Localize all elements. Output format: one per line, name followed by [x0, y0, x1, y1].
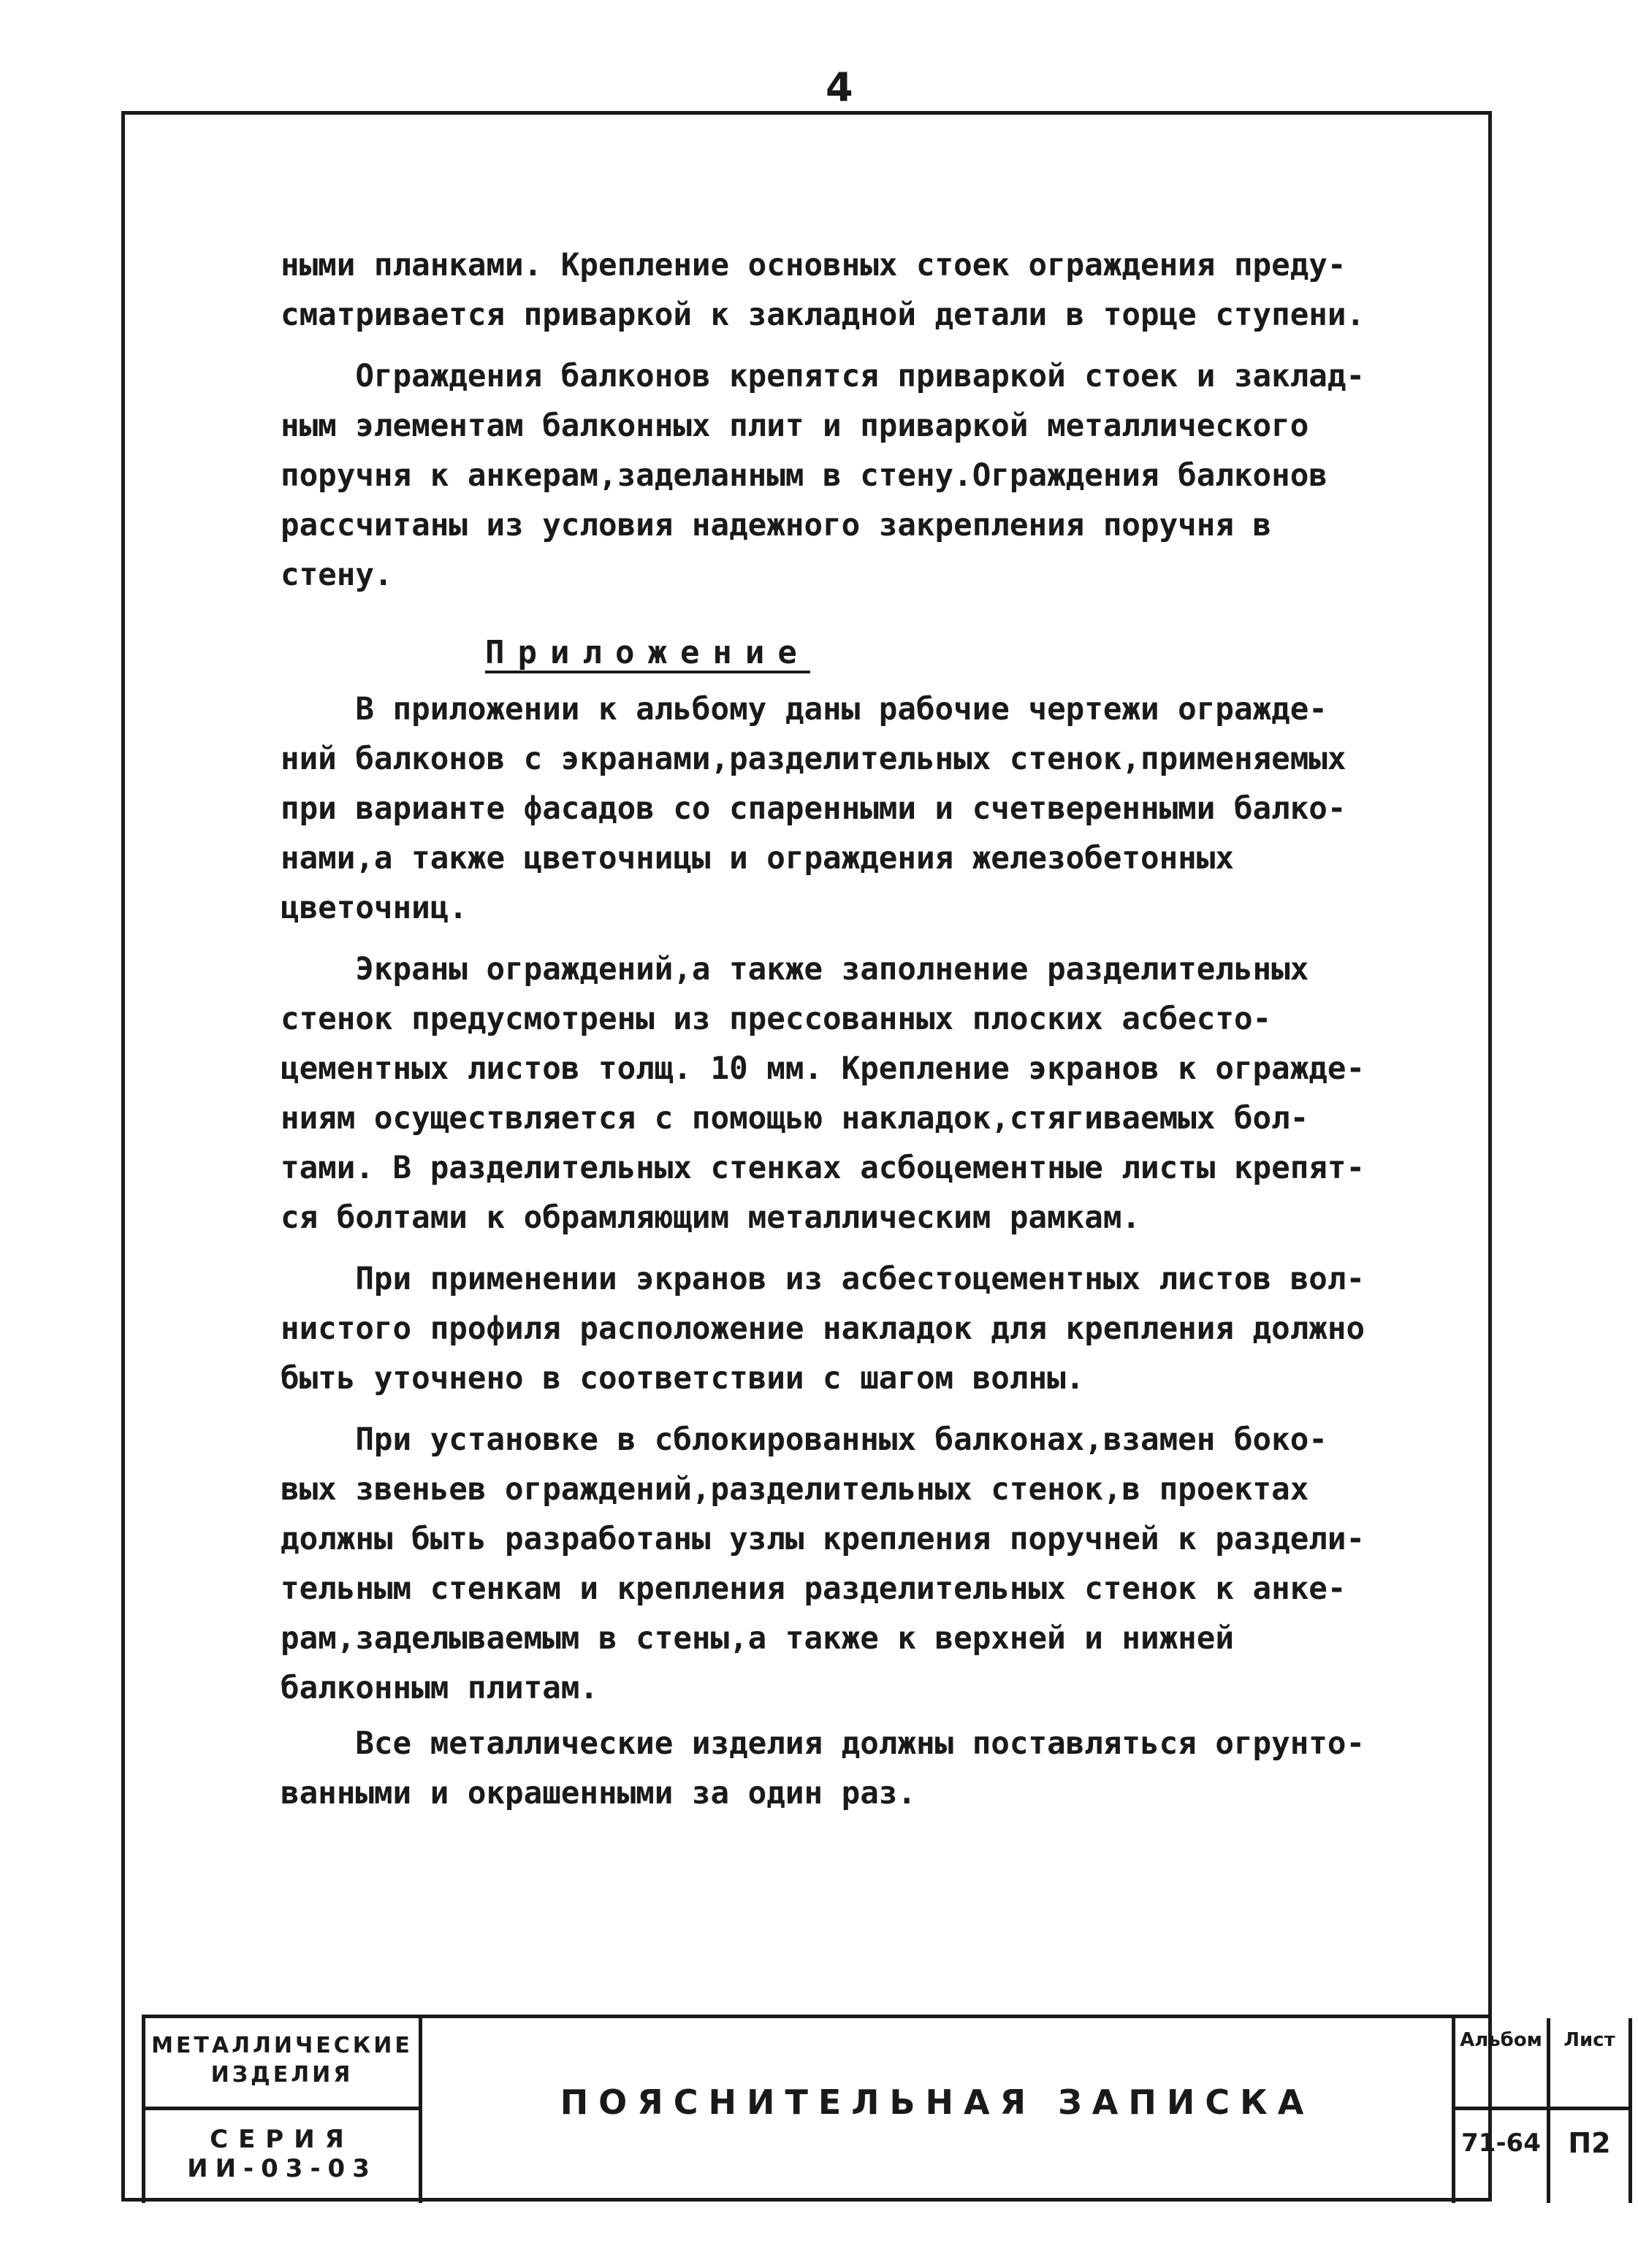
category-line-1: МЕТАЛЛИЧЕСКИЕ — [151, 2033, 413, 2058]
text-line: цветочниц. — [281, 890, 468, 926]
paragraph-4 — [281, 945, 1479, 1243]
text-line: ниям осуществляется с помощью накладок,стягиваемых бол- — [281, 1101, 1309, 1137]
sheet-info-grid — [1455, 2018, 1638, 2203]
section-heading: Приложение — [485, 634, 810, 671]
text-line: вых звеньев ограждений,разделительных стенок,в проектах — [281, 1472, 1309, 1508]
paragraph-2 — [281, 352, 1479, 600]
text-line: нами,а также цветочницы и ограждения железобетонных — [281, 841, 1234, 877]
document-title-cell — [422, 2018, 1455, 2203]
text-line: При применении экранов из асбестоцементных листов вол- — [281, 1261, 1365, 1297]
paragraph-3 — [281, 685, 1479, 933]
page-number: 4 — [826, 64, 853, 110]
title-block — [142, 2015, 1615, 2203]
document-title: ПОЯСНИТЕЛЬНАЯ ЗАПИСКА — [560, 2082, 1314, 2122]
text-line: быть уточнено в соответствии с шагом волны. — [281, 1361, 1085, 1397]
text-line: должны быть разработаны узлы крепления поручней к раздели- — [281, 1521, 1365, 1557]
text-line: ным элементам балконных плит и приваркой металлического — [281, 408, 1309, 444]
text-line: Ограждения балконов крепятся приваркой стоек и заклад- — [281, 359, 1365, 394]
sheet-label: Лист — [1550, 2018, 1632, 2110]
text-line: сматривается приваркой к закладной детали в торце ступени. — [281, 297, 1365, 333]
paragraph-5 — [281, 1255, 1479, 1404]
document-body — [281, 241, 1479, 1819]
text-line: Экраны ограждений,а также заполнение разделительных — [281, 952, 1309, 988]
text-line: ными планками. Крепление основных стоек ограждения преду- — [281, 248, 1346, 283]
text-line: Все металлические изделия должны поставляться огрунто- — [281, 1726, 1365, 1762]
text-line: балконным плитам. — [281, 1671, 598, 1706]
series-cell — [142, 2110, 422, 2203]
text-line: рассчитаны из условия надежного закрепления поручня в — [281, 508, 1272, 543]
category-cell — [142, 2018, 422, 2110]
paragraph-6 — [281, 1416, 1479, 1714]
text-line: поручня к анкерам,заделанным в стену.Ограждения балконов — [281, 458, 1327, 494]
sheet-value: П2 — [1550, 2110, 1632, 2203]
text-line: цементных листов толщ. 10 мм. Крепление экранов к огражде- — [281, 1051, 1365, 1087]
text-line: ванными и окрашенными за один раз. — [281, 1776, 916, 1811]
text-line: при варианте фасадов со спаренными и счетверенными балко- — [281, 791, 1346, 827]
text-line: ся болтами к обрамляющим металлическим рамкам. — [281, 1200, 1141, 1236]
text-line: ний балконов с экранами,разделительных стенок,применяемых — [281, 741, 1346, 777]
text-line: рам,заделываемым в стены,а также к верхней и нижней — [281, 1621, 1234, 1657]
text-line: При установке в сблокированных балконах,взамен боко- — [281, 1422, 1327, 1458]
album-label: Альбом — [1455, 2018, 1550, 2110]
text-line: В приложении к альбому даны рабочие чертежи огражде- — [281, 692, 1327, 728]
text-line: тами. В разделительных стенках асбоцементные листы крепят- — [281, 1150, 1365, 1186]
album-value: 71-64 — [1455, 2110, 1550, 2203]
text-line: тельным стенкам и крепления разделительных стенок к анке- — [281, 1571, 1346, 1607]
text-line: нистого профиля расположение накладок для крепления должно — [281, 1311, 1365, 1347]
category-line-2: ИЗДЕЛИЯ — [210, 2062, 354, 2088]
text-line: стенок предусмотрены из прессованных плоских асбесто- — [281, 1001, 1272, 1037]
text-line: стену. — [281, 557, 393, 593]
series-value: ИИ-03-03 — [187, 2154, 377, 2183]
series-label: СЕРИЯ — [210, 2125, 354, 2154]
paragraph-7 — [281, 1719, 1479, 1819]
paragraph-1 — [281, 241, 1479, 340]
